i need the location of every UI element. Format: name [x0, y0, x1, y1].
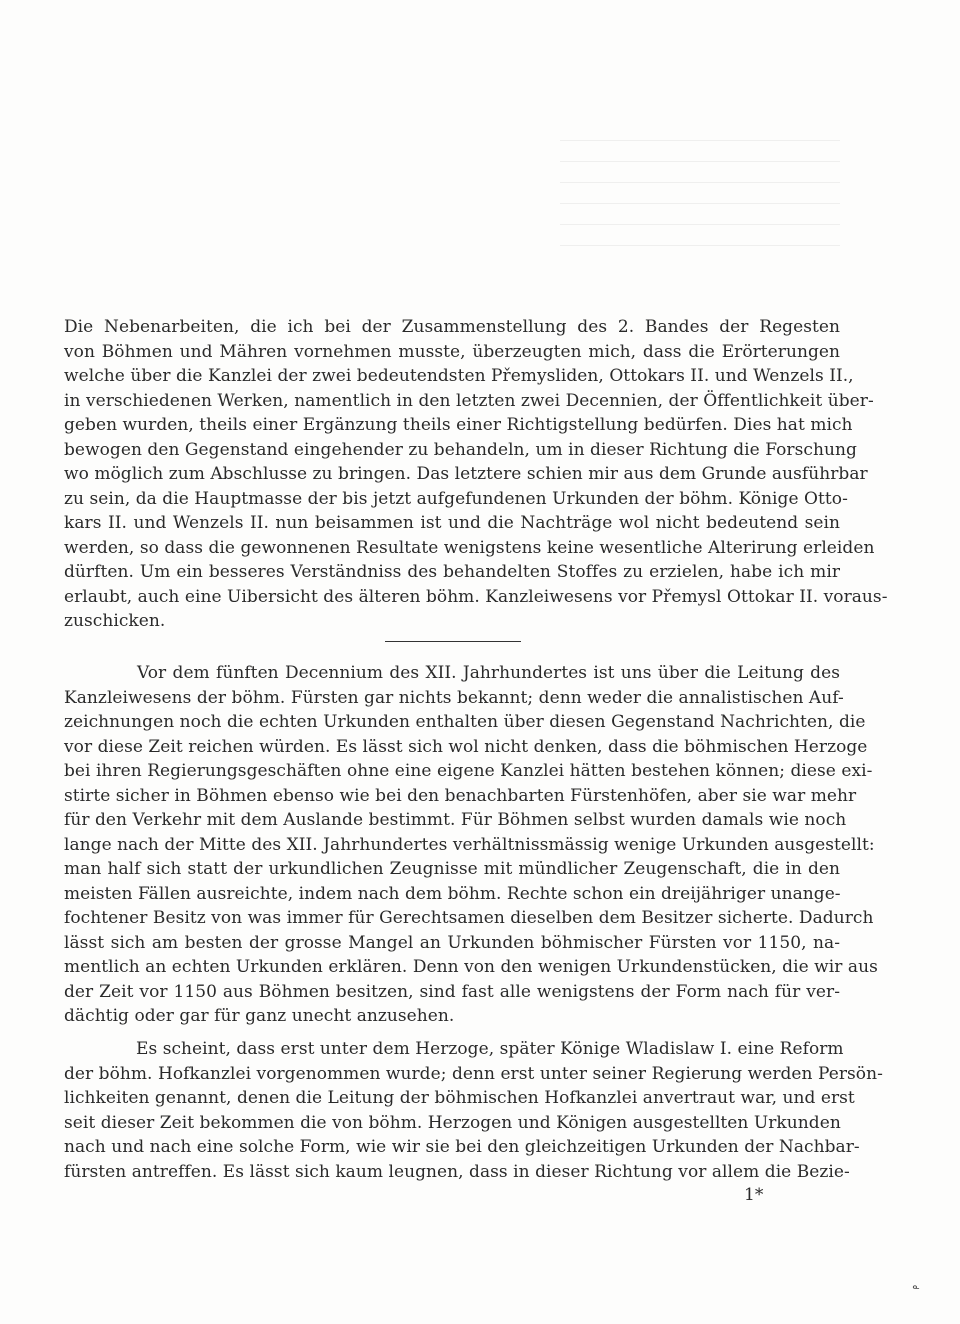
text-line: bei ihren Regierungsgeschäften ohne eine eigene Kanzlei hätten bestehen können; diese exi-	[64, 761, 873, 781]
text-line: erlaubt, auch eine Uibersicht des älteren böhm. Kanzleiwesens vor Přemysl Ottokar II. voraus-	[64, 586, 888, 607]
text-line: stirte sicher in Böhmen ebenso wie bei den benachbarten Fürstenhöfen, aber sie war mehr	[64, 785, 857, 806]
text-line: lange nach der Mitte des XII. Jahrhundertes verhältnissmässig wenige Urkunden ausgestellt:	[64, 834, 875, 855]
text-line: der Zeit vor 1150 aus Böhmen besitzen, sind fast alle wenigstens der Form nach für ver-	[64, 981, 840, 1002]
text-line: bewogen den Gegenstand eingehender zu behandeln, um in dieser Richtung die Forschung	[64, 439, 857, 460]
text-line: Vor dem fünften Decennium des XII. Jahrhundertes ist uns über die Leitung des	[137, 663, 840, 683]
text-line: zuschicken.	[64, 611, 166, 631]
text-line: der böhm. Hofkanzlei vorgenommen wurde; denn erst unter seiner Regierung werden Persön-	[64, 1063, 883, 1084]
text-line: lässt sich am besten der grosse Mangel an Urkunden böhmischer Fürsten vor 1150, na-	[64, 932, 840, 953]
text-line: nach und nach eine solche Form, wie wir sie bei den gleichzeitigen Urkunden der Nachbar-	[64, 1137, 860, 1157]
text-line: von Böhmen und Mähren vornehmen musste, überzeugten mich, dass die Erörterungen	[64, 341, 840, 362]
text-line: kars II. und Wenzels II. nun beisammen ist und die Nachträge wol nicht bedeutend sein	[64, 513, 840, 533]
text-line: fürsten antreffen. Es lässt sich kaum leugnen, dass in dieser Richtung vor allem die Bezie-	[64, 1161, 850, 1182]
show-through-shadow	[560, 140, 840, 290]
text-line: dürften. Um ein besseres Verständniss des behandelten Stoffes zu erzielen, habe ich mir	[64, 562, 840, 582]
page-number: 1*	[744, 1185, 764, 1205]
text-line: Es scheint, dass erst unter dem Herzoge, später Könige Wladislaw I. eine Reform	[136, 1039, 844, 1059]
text-line: wo möglich zum Abschlusse zu bringen. Das letztere schien mir aus dem Grunde ausführbar	[64, 464, 868, 484]
paragraph-reform	[64, 1037, 883, 1184]
text-line: fochtener Besitz von was immer für Gerechtsamen dieselben dem Besitzer sicherte. Dadurch	[64, 908, 874, 928]
text-line: werden, so dass die gewonnenen Resultate wenigstens keine wesentliche Alterirung erleiden	[64, 537, 875, 558]
text-line: zu sein, da die Hauptmasse der bis jetzt aufgefundenen Urkunden der böhm. Könige Otto-	[64, 488, 848, 509]
text-line: lichkeiten genannt, denen die Leitung der böhmischen Hofkanzlei anvertraut war, und erst	[64, 1088, 855, 1108]
text-line: in verschiedenen Werken, namentlich in den letzten zwei Decennien, der Öffentlichkeit über-	[64, 390, 874, 411]
text-line: zeichnungen noch die echten Urkunden enthalten über diesen Gegenstand Nachrichten, die	[64, 712, 866, 732]
text-line: für den Verkehr mit dem Auslande bestimmt. Für Böhmen selbst wurden damals wie noch	[64, 810, 847, 830]
text-line: welche über die Kanzlei der zwei bedeutendsten Přemysliden, Ottokars II. und Wenzels II.,	[64, 366, 854, 386]
corner-mark: ᓐ	[912, 1284, 920, 1299]
text-line: dächtig oder gar für ganz unecht anzusehen.	[64, 1006, 455, 1026]
text-line: geben wurden, theils einer Ergänzung theils einer Richtigstellung bedürfen. Dies hat mich	[64, 415, 853, 435]
text-line: vor diese Zeit reichen würden. Es lässt sich wol nicht denken, dass die böhmischen Herzoge	[64, 736, 868, 757]
paragraph-introduction	[64, 315, 888, 634]
text-line: Kanzleiwesens der böhm. Fürsten gar nichts bekannt; denn weder die annalistischen Auf-	[64, 687, 844, 708]
text-line: mentlich an echten Urkunden erklären. Denn von den wenigen Urkundenstücken, die wir aus	[64, 957, 878, 977]
text-line: Die Nebenarbeiten, die ich bei der Zusammenstellung des 2. Bandes der Regesten	[64, 317, 840, 337]
text-line: meisten Fällen ausreichte, indem nach dem böhm. Rechte schon ein dreijähriger unange-	[64, 883, 841, 904]
text-line: man half sich statt der urkundlichen Zeugnisse mit mündlicher Zeugenschaft, die in den	[64, 859, 840, 879]
text-line: seit dieser Zeit bekommen die von böhm. Herzogen und Königen ausgestellten Urkunden	[64, 1112, 841, 1133]
paragraph-history	[64, 661, 878, 1029]
section-divider	[385, 641, 521, 642]
